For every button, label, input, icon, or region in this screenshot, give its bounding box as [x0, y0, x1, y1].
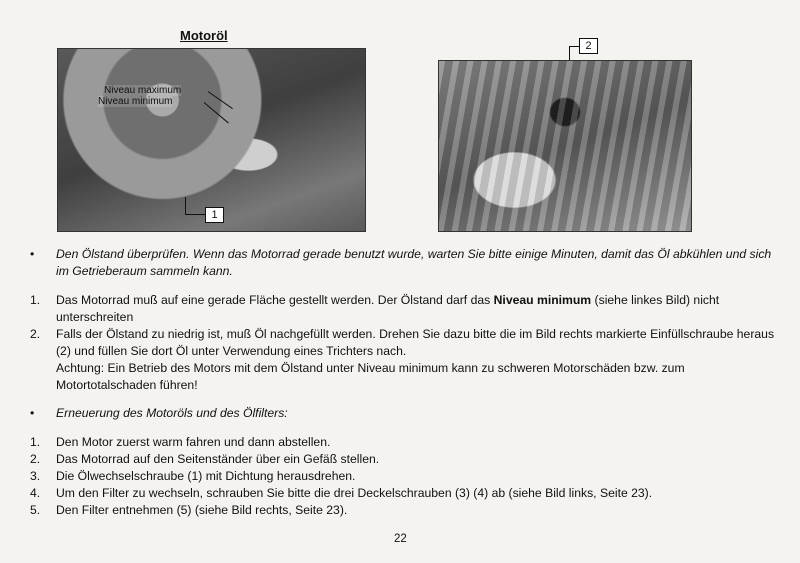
step-text: Die Ölwechselschraube (1) mit Dichtung herausdrehen.: [56, 469, 356, 483]
oil-check-intro: [30, 246, 780, 280]
oil-check-intro-text: Den Ölstand überprüfen. Wenn das Motorrad gerade benutzt wurde, warten Sie bitte einige Minuten, damit das Öl abkühlen und sich im Getrieberaum sammeln kann.: [56, 247, 772, 278]
callout-box-1: 1: [205, 207, 224, 223]
leader-line-callout-1-horizontal: [185, 214, 205, 215]
step-text-part: Falls der Ölstand zu niedrig ist, muß Öl nachgefüllt werden. Drehen Sie dazu bitte die im Bild rechts markierte Einfüllschraube heraus (2) und füllen Sie dort Öl unter Verwendung eines Trichters nach.: [56, 327, 775, 358]
step-number: 2.: [30, 452, 41, 466]
engine-photo-left: [57, 48, 366, 232]
list-item: [30, 326, 780, 394]
page-number: 22: [394, 533, 407, 545]
step-text: Den Motor zuerst warm fahren und dann abstellen.: [56, 435, 331, 449]
list-item: [30, 434, 780, 451]
leader-line-callout-1: [185, 197, 186, 215]
step-text: Den Filter entnehmen (5) (siehe Bild rechts, Seite 23).: [56, 503, 348, 517]
oil-check-steps: [30, 292, 780, 394]
step-number: 1.: [30, 435, 41, 449]
step-text-bold: Niveau minimum: [493, 293, 592, 307]
step-number: 1.: [30, 293, 41, 307]
leader-line-callout-2-horizontal: [569, 46, 580, 47]
list-item: [30, 502, 780, 519]
list-item: [30, 451, 780, 468]
label-niveau-maximum: Niveau maximum: [104, 85, 182, 96]
oil-change-intro: [30, 405, 780, 422]
step-number: 4.: [30, 486, 41, 500]
oil-change-intro-text: Erneuerung des Motoröls und des Ölfilters:: [56, 406, 288, 420]
list-item: [30, 468, 780, 485]
list-item: [30, 292, 780, 326]
warning-text: Achtung: Ein Betrieb des Motors mit dem Ölstand unter Niveau minimum kann zu schweren Motorschäden bzw. zum Motortotalschaden führen!: [56, 361, 685, 392]
step-text: Um den Filter zu wechseln, schrauben Sie bitte die drei Deckelschrauben (3) (4) ab (siehe Bild links, Seite 23).: [56, 486, 653, 500]
engine-photo-right: [438, 60, 692, 232]
leader-line-maximum: [208, 91, 233, 109]
step-number: 3.: [30, 469, 41, 483]
bullet: •: [30, 406, 35, 420]
leader-line-minimum: [204, 102, 229, 123]
callout-box-2: 2: [579, 38, 598, 54]
step-number: 2.: [30, 327, 41, 341]
step-number: 5.: [30, 503, 41, 517]
bullet: •: [30, 247, 35, 261]
list-item: [30, 485, 780, 502]
step-text: [56, 292, 780, 326]
label-niveau-minimum: Niveau minimum: [98, 96, 173, 107]
page-title: Motoröl: [180, 28, 228, 43]
step-text: Das Motorrad auf den Seitenständer über ein Gefäß stellen.: [56, 452, 380, 466]
step-text-part: (siehe linkes Bild) nicht unterschreiten: [56, 293, 720, 324]
step-text: [56, 326, 780, 394]
step-text-part: Das Motorrad muß auf eine gerade Fläche gestellt werden. Der Ölstand darf das: [56, 293, 494, 307]
oil-change-steps: [30, 434, 780, 519]
